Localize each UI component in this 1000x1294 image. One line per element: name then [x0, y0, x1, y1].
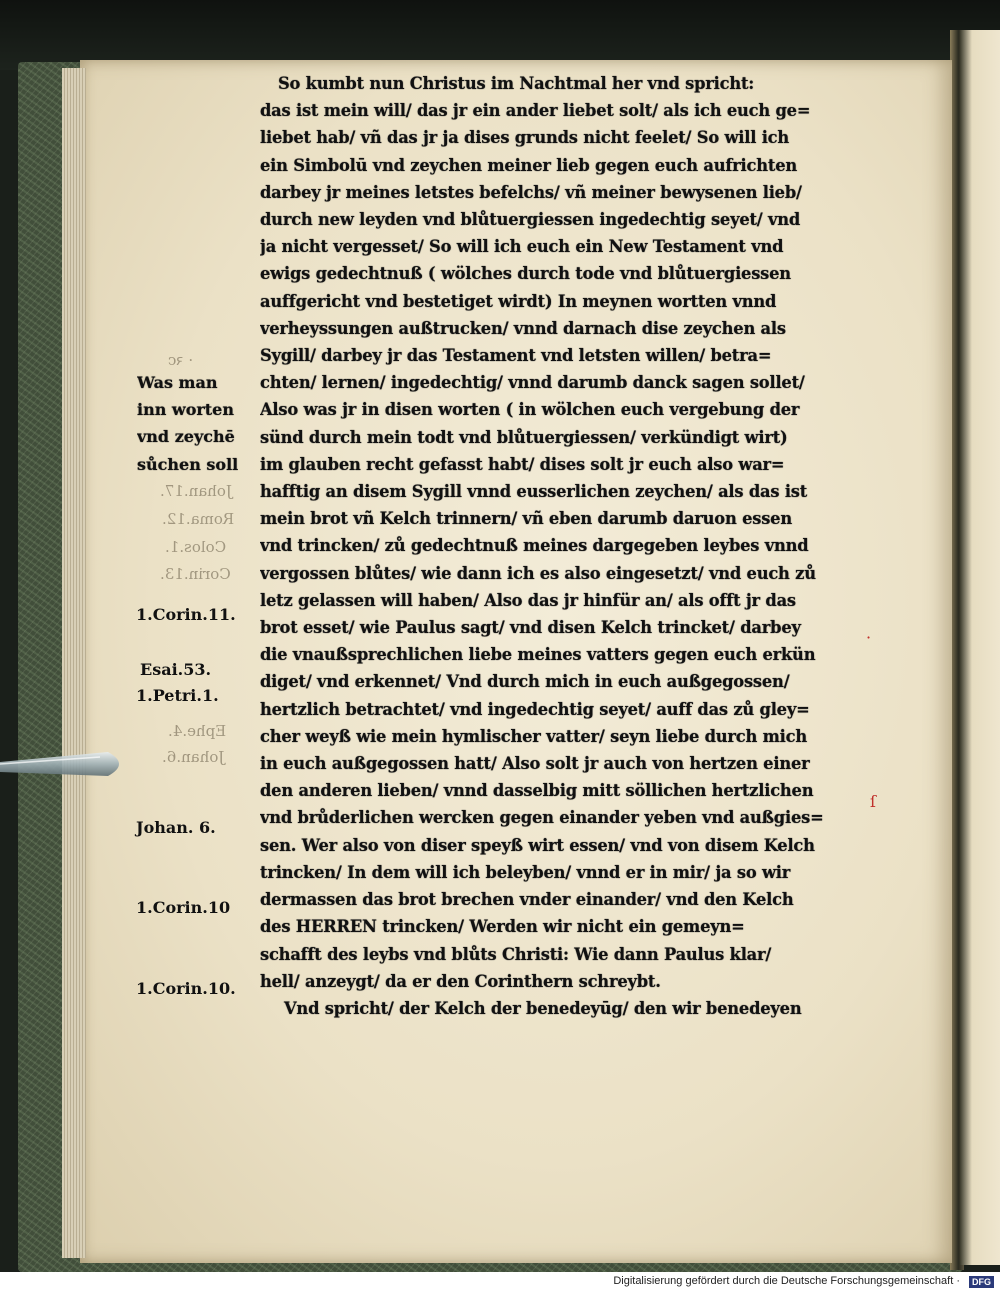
- margin-note-line: vnd zeychē: [137, 427, 235, 447]
- text-line: liebet hab/ vñ das jr ja dises grunds nicht feelet/ So will ich: [260, 128, 790, 148]
- text-line: sünd durch mein todt vnd blůtuergiessen/ verkündigt wirt): [260, 427, 788, 447]
- text-line: diget/ vnd erkennet/ Vnd durch mich in euch außgegossen/: [260, 672, 790, 692]
- ghost-ref: Colos.1.: [165, 538, 227, 556]
- ref-esai-53: Esai.53.: [140, 660, 212, 679]
- text-line: die vnaußsprechlichen liebe meines vatters gegen euch erkün: [260, 645, 816, 665]
- margin-note: [137, 369, 238, 478]
- ref-1-petri-1: 1.Petri.1.: [136, 686, 219, 705]
- text-line: verheyssungen außtrucken/ vnnd darnach dise zeychen als: [260, 318, 786, 338]
- ref-johan-6: Johan. 6.: [136, 818, 216, 837]
- margin-note-line: sůchen soll: [137, 454, 239, 474]
- text-line: letz gelassen will haben/ Also das jr hinfür an/ als offt jr das: [260, 590, 796, 610]
- text-line: dermassen das brot brechen vnder einander/ vnd den Kelch: [260, 890, 794, 910]
- ghost-ref: Johan.6.: [162, 748, 225, 766]
- ref-1-corin-10-b: 1.Corin.10.: [136, 979, 236, 998]
- text-line: schafft des leybs vnd blůts Christi: Wie dann Paulus klar/: [260, 944, 772, 964]
- text-line: hafftig an disem Sygill vnnd eusserlichen zeychen/ als das ist: [260, 482, 808, 502]
- text-line: ein Simbolū vnd zeychen meiner lieb gegen euch aufrichten: [260, 155, 798, 175]
- margin-note-line: inn worten: [137, 400, 234, 420]
- footer-credit: Digitalisierung gefördert durch die Deutsche Forschungsgemeinschaft ·: [613, 1275, 960, 1287]
- ref-1-corin-11: 1.Corin.11.: [136, 605, 236, 624]
- text-line: chten/ lernen/ ingedechtig/ vnnd darumb danck sagen sollet/: [260, 373, 805, 393]
- text-line: vnd brůderlichen wercken gegen einander yeben vnd außgies=: [260, 808, 824, 828]
- dfg-logo: DFG: [969, 1276, 994, 1288]
- glass-pointer-icon: [0, 748, 130, 784]
- text-line: mein brot vñ Kelch trinnern/ vñ eben darumb daruon essen: [260, 509, 792, 529]
- text-line: Also was jr in disen worten ( in wölchen euch vergebung der: [260, 400, 800, 420]
- text-line: ewigs gedechtnuß ( wölches durch tode vnd blůtuergiessen: [260, 264, 791, 284]
- text-line: Sygill/ darbey jr das Testament vnd letsten willen/ betra=: [260, 346, 772, 366]
- text-line: ja nicht vergesset/ So will ich euch ein New Testament vnd: [260, 237, 784, 257]
- text-line: durch new leyden vnd blůtuergiessen ingedechtig seyet/ vnd: [260, 210, 801, 230]
- text-line: im glauben recht gefasst habt/ dises solt jr euch also war=: [260, 454, 785, 474]
- text-line: den anderen lieben/ vnnd dasselbig mitt söllichen hertzlichen: [260, 781, 814, 801]
- body-text: [260, 70, 872, 1022]
- text-line: das ist mein will/ das jr ein ander liebet solt/ als ich euch ge=: [260, 101, 811, 121]
- ghost-ref: Johan.17.: [160, 482, 232, 500]
- ghost-margin-text: · ꝛc: [168, 351, 194, 369]
- text-line: vergossen blůtes/ wie dann ich es also eingesetzt/ vnd euch zů: [260, 563, 816, 583]
- ghost-ref: Corin.13.: [160, 565, 231, 583]
- text-line: trincken/ In dem will ich beleyben/ vnnd er in mir/ ja so wir: [260, 862, 791, 882]
- text-line: cher weyß wie mein hymlischer vatter/ seyn liebe durch mich: [260, 726, 807, 746]
- text-line: So kumbt nun Christus im Nachtmal her vnd spricht:: [278, 74, 755, 93]
- text-line: vnd trincken/ zů gedechtnuß meines dargegeben leybes vnnd: [260, 536, 809, 556]
- page-edges: [62, 68, 86, 1258]
- red-mark: ·: [866, 628, 872, 647]
- text-line: brot esset/ wie Paulus sagt/ vnd disen Kelch trincket/ darbey: [260, 618, 801, 638]
- text-line: des HERREN trincken/ Werden wir nicht ein gemeyn=: [260, 917, 745, 937]
- ghost-ref: Roma.12.: [162, 510, 235, 528]
- ref-1-corin-10: 1.Corin.10: [136, 898, 231, 917]
- text-line: hertzlich betrachtet/ vnd ingedechtig seyet/ auff das zů gley=: [260, 699, 810, 719]
- text-line: darbey jr meines letstes befelchs/ vñ meiner bewysenen lieb/: [260, 182, 802, 202]
- text-line: sen. Wer also von diser speyß wirt essen/ vnd von disem Kelch: [260, 835, 815, 855]
- red-mark: ſ: [870, 792, 876, 811]
- ghost-ref: Ephe.4.: [168, 722, 227, 740]
- footer-bar: [0, 1272, 1000, 1294]
- facing-page-edge: [960, 30, 1000, 1265]
- text-line: hell/ anzeygt/ da er den Corinthern schreybt.: [260, 971, 661, 991]
- text-line: Vnd spricht/ der Kelch der benedeyūg/ den wir benedeyen: [284, 998, 802, 1018]
- text-line: auffgericht vnd bestetiget wirdt) In meynen wortten vnnd: [260, 291, 777, 311]
- text-line: in euch außgegossen hatt/ Also solt jr auch von hertzen einer: [260, 754, 810, 774]
- margin-note-line: Was man: [137, 373, 218, 392]
